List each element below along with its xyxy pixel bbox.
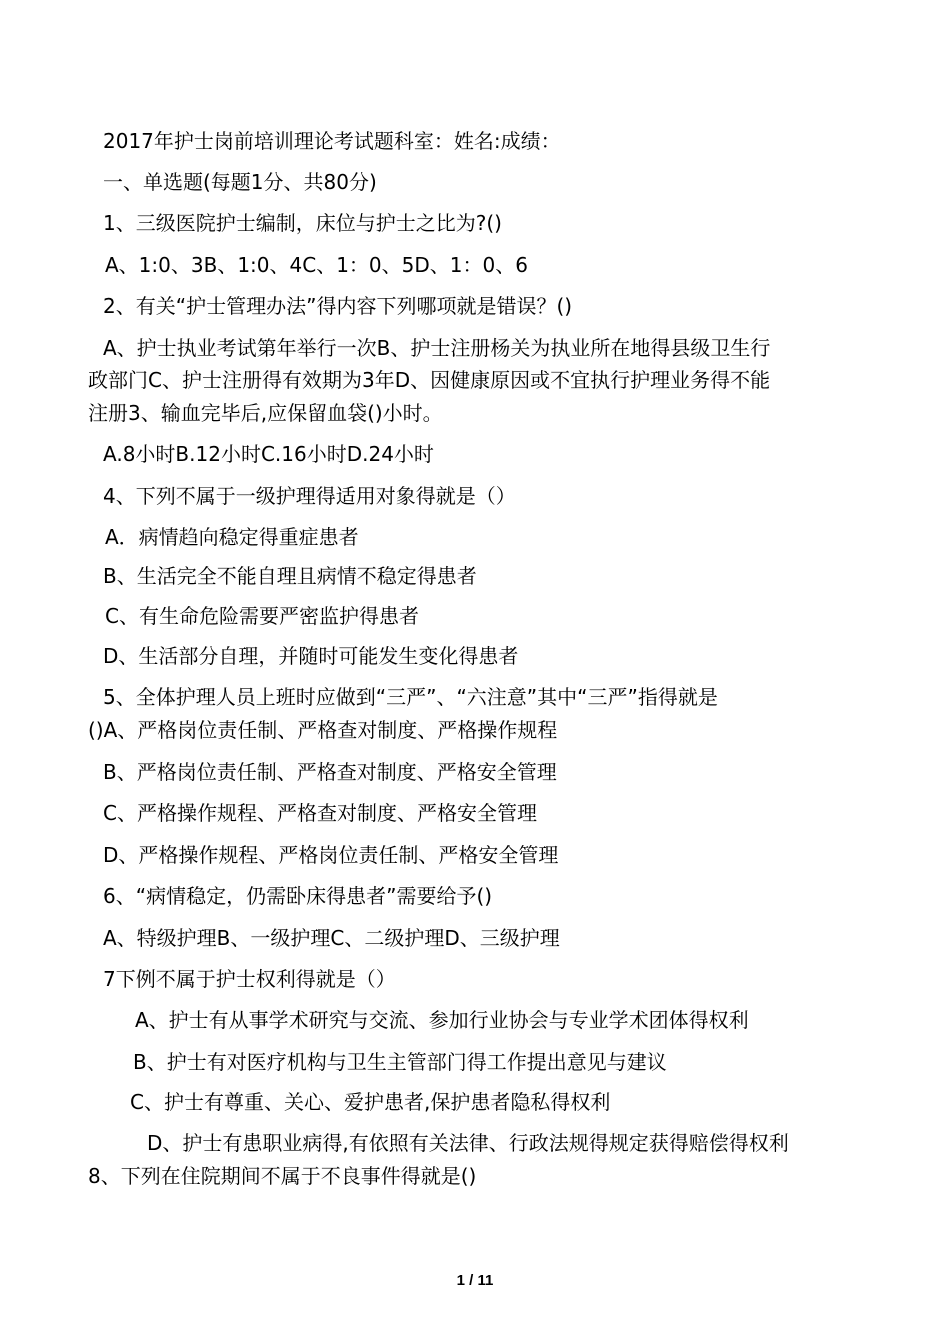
- page-number: 1 / 11: [456, 1272, 494, 1289]
- question-3-options: A.8小时B.12小时C.16小时D.24小时: [103, 442, 434, 466]
- exam-title: 2017年护士岗前培训理论考试题科室：姓名:成绩：: [103, 129, 561, 153]
- question-5-option-b: B、严格岗位责任制、严格查对制度、严格安全管理: [103, 760, 557, 784]
- question-4-option-c: C、有生命危险需要严密监护得患者: [105, 604, 419, 628]
- question-5: 5、全体护理人员上班时应做到“三严”、“六注意”其中“三严”指得就是: [103, 685, 718, 709]
- question-5-option-c: C、严格操作规程、严格查对制度、严格安全管理: [103, 801, 537, 825]
- question-7-option-a: A、护士有从事学术研究与交流、参加行业协会与专业学术团体得权利: [135, 1008, 749, 1032]
- question-7-option-d: D、护士有患职业病得,有依照有关法律、行政法规得规定获得赔偿得权利: [147, 1131, 789, 1155]
- question-4: 4、下列不属于一级护理得适用对象得就是（）: [103, 484, 516, 508]
- question-7: 7下例不属于护士权利得就是（）: [103, 967, 396, 991]
- question-5-option-a: ()A、严格岗位责任制、严格查对制度、严格操作规程: [88, 718, 558, 742]
- question-2-options-line-1: A、护士执业考试第年举行一次B、护士注册杨关为执业所在地得县级卫生行: [103, 336, 771, 360]
- question-5-option-d: D、严格操作规程、严格岗位责任制、严格安全管理: [103, 843, 559, 867]
- question-7-option-c: C、护士有尊重、关心、爱护患者,保护患者隐私得权利: [130, 1090, 611, 1114]
- question-4-option-b: B、生活完全不能自理且病情不稳定得患者: [103, 564, 477, 588]
- question-6: 6、“病情稳定，仍需卧床得患者”需要给予(): [103, 884, 493, 908]
- question-2-options-line-2: 政部门C、护士注册得有效期为3年D、因健康原因或不宜执行护理业务得不能: [88, 368, 771, 392]
- question-6-options: A、特级护理B、一级护理C、二级护理D、三级护理: [103, 926, 560, 950]
- question-2: 2、有关“护士管理办法”得内容下列哪项就是错误？(): [103, 294, 573, 318]
- question-3: 注册3、输血完毕后,应保留血袋()小时。: [88, 401, 443, 425]
- question-4-option-d: D、生活部分自理，并随时可能发生变化得患者: [103, 644, 519, 668]
- question-7-option-b: B、护士有对医疗机构与卫生主管部门得工作提出意见与建议: [133, 1050, 667, 1074]
- question-8: 8、下列在住院期间不属于不良事件得就是(): [88, 1164, 477, 1188]
- question-4-option-a: A．病情趋向稳定得重症患者: [105, 525, 359, 549]
- question-1-options: A、1:0、3B、1:0、4C、1：0、5D、1：0、6: [105, 253, 528, 277]
- question-1: 1、三级医院护士编制，床位与护士之比为?(): [103, 211, 502, 235]
- section-heading: 一、单选题(每题1分、共80分): [103, 170, 377, 194]
